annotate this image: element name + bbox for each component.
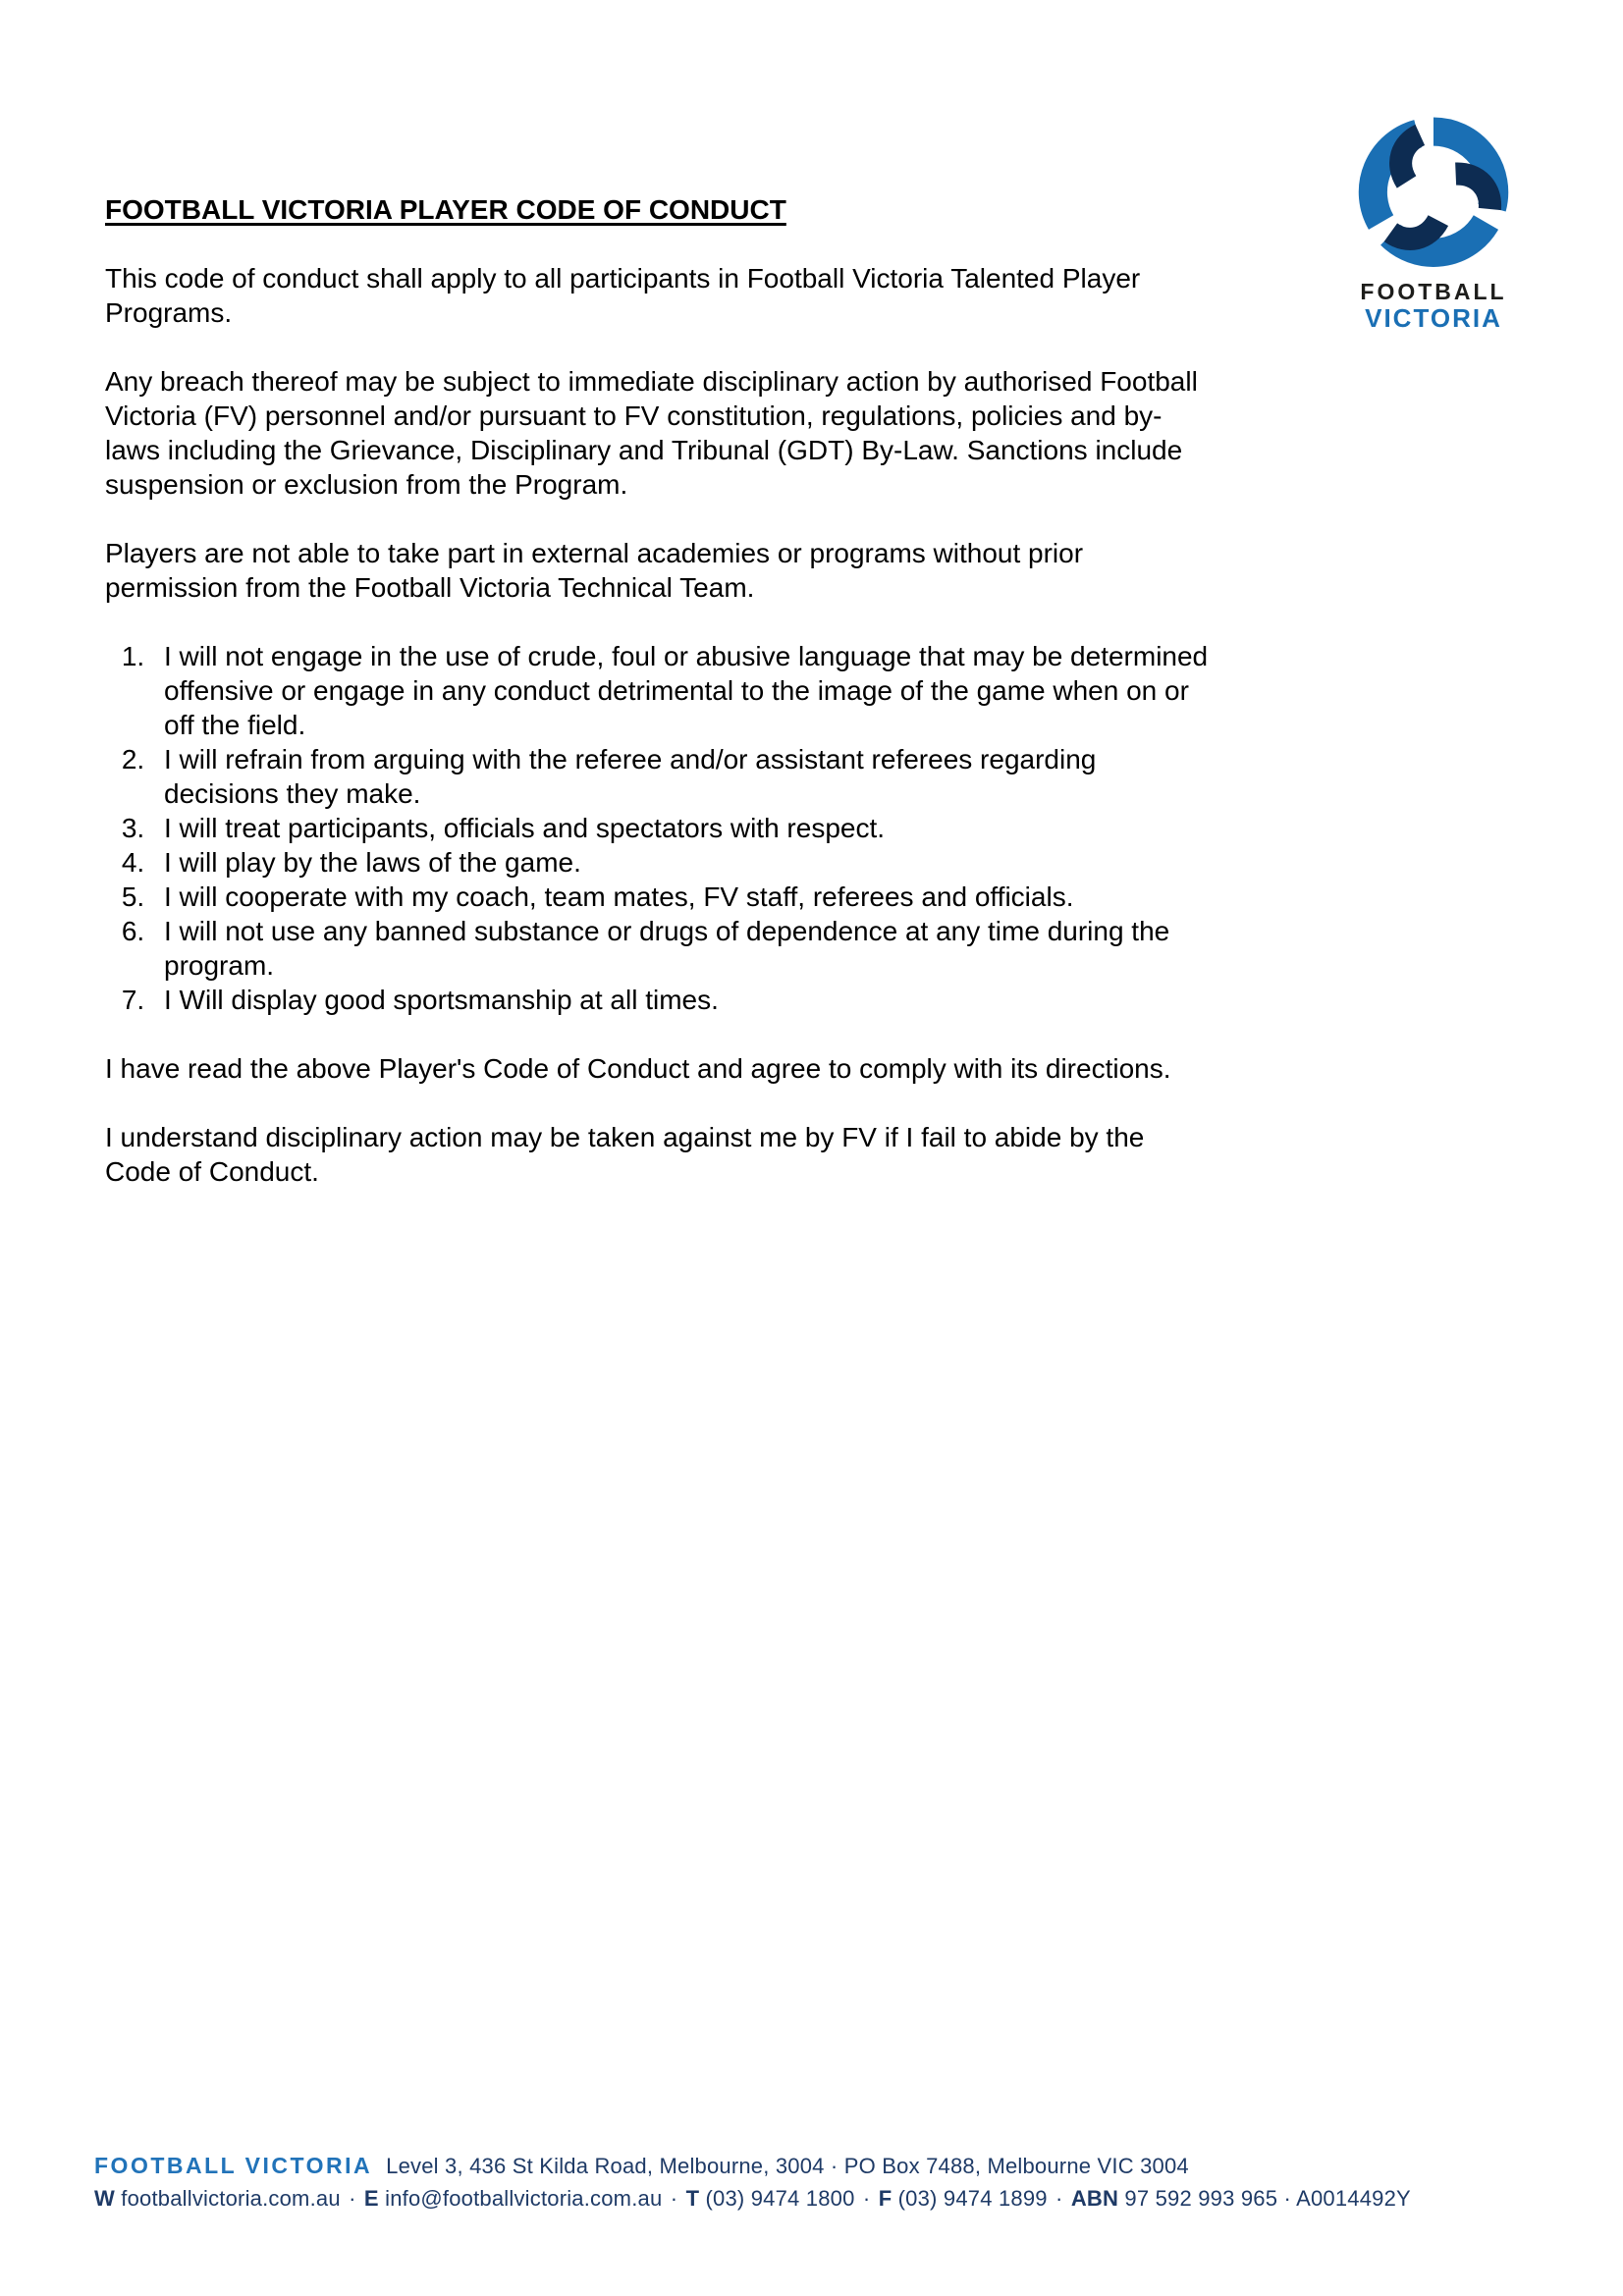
footer-website-value: footballvictoria.com.au <box>121 2186 341 2211</box>
conduct-list-item: 5. I will cooperate with my coach, team mates, FV staff, referees and officials. <box>152 880 1210 914</box>
football-ball-icon <box>1349 108 1518 273</box>
footer-separator: · <box>1055 2186 1063 2211</box>
paragraph-understanding: I understand disciplinary action may be taken against me by FV if I fail to abide by the Code of Conduct. <box>105 1122 1145 1187</box>
footer-address-line <box>94 2150 1528 2182</box>
conduct-list-item: 2. I will refrain from arguing with the referee and/or assistant referees regarding decisions they make. <box>152 742 1210 811</box>
page-title: FOOTBALL VICTORIA PLAYER CODE OF CONDUCT <box>105 194 786 225</box>
conduct-list-item: 1. I will not engage in the use of crude, foul or abusive language that may be determined offensive or engage in any conduct detrimental to the image of the game when on or off the field. <box>152 639 1210 742</box>
paragraph-external-programs: Players are not able to take part in external academies or programs without prior permission from the Football Victoria Technical Team. <box>105 538 1084 603</box>
document-content <box>105 192 1210 1223</box>
conduct-list-item: 7. I Will display good sportsmanship at all times. <box>152 983 1210 1017</box>
logo-wordmark-football: FOOTBALL <box>1360 279 1507 304</box>
footer-phone-value: (03) 9474 1800 <box>705 2186 855 2211</box>
footer-fax-label: F <box>878 2186 893 2211</box>
footer-email-value: info@footballvictoria.com.au <box>385 2186 663 2211</box>
footer-phone-label: T <box>685 2186 700 2211</box>
conduct-list <box>105 639 1210 1017</box>
footer-brand: FOOTBALL VICTORIA <box>94 2153 373 2178</box>
conduct-list-item: 3. I will treat participants, officials and spectators with respect. <box>152 811 1210 845</box>
footer-abn-value: 97 592 993 965 · A0014492Y <box>1124 2186 1411 2211</box>
footer-website-label: W <box>94 2186 115 2211</box>
football-victoria-logo <box>1347 108 1520 332</box>
footer-separator: · <box>349 2186 356 2211</box>
footer-contact-line <box>94 2182 1528 2215</box>
page-footer <box>94 2150 1528 2215</box>
footer-separator: · <box>862 2186 871 2211</box>
conduct-list-item: 6. I will not use any banned substance or drugs of dependence at any time during the program. <box>152 914 1210 983</box>
footer-separator: · <box>670 2186 678 2211</box>
paragraph-agreement: I have read the above Player's Code of Conduct and agree to comply with its directions. <box>105 1053 1171 1084</box>
footer-address: Level 3, 436 St Kilda Road, Melbourne, 3004 · PO Box 7488, Melbourne VIC 3004 <box>386 2154 1189 2178</box>
logo-wordmark-victoria: VICTORIA <box>1365 303 1502 333</box>
footer-email-label: E <box>363 2186 379 2211</box>
footer-fax-value: (03) 9474 1899 <box>897 2186 1048 2211</box>
footer-abn-label: ABN <box>1070 2186 1119 2211</box>
paragraph-breach: Any breach thereof may be subject to immediate disciplinary action by authorised Football Victoria (FV) personnel and/or pursuant to FV constitution, regulations, policies and by-laws including the Grievance, Disciplinary and Tribunal (GDT) By-Law. Sanctions include suspension or exclusion from the Program. <box>105 366 1198 500</box>
paragraph-intro: This code of conduct shall apply to all participants in Football Victoria Talented Player Programs. <box>105 263 1141 328</box>
conduct-list-item: 4. I will play by the laws of the game. <box>152 845 1210 880</box>
